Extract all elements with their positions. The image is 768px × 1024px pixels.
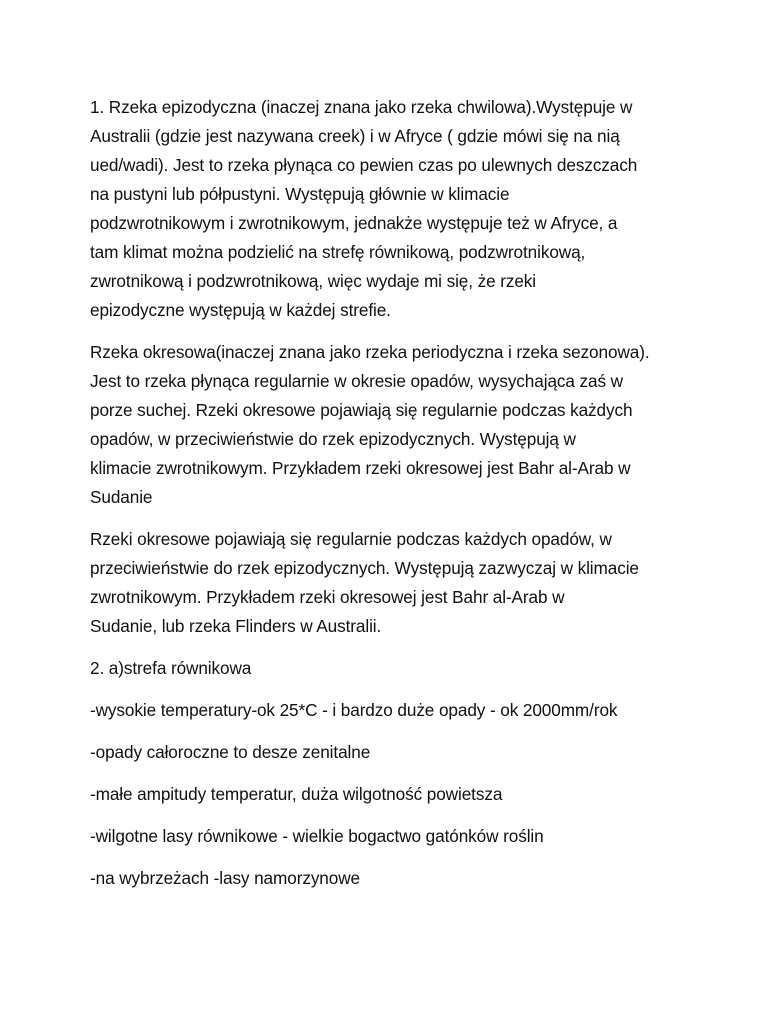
text-line: Sudanie [90,487,153,507]
heading-equatorial-zone [90,654,690,683]
text-line: tam klimat można podzielić na strefę równikową, podzwrotnikową, [90,242,586,262]
text-line: Rzeki okresowe pojawiają się regularnie podczas każdych opadów, w [90,529,612,549]
list-item [90,780,690,809]
text-line: zwrotnikową i podzwrotnikową, więc wydaje mi się, że rzeki [90,271,537,291]
text-line: klimacie zwrotnikowym. Przykładem rzeki okresowej jest Bahr al-Arab w [90,458,631,478]
text-line: ued/wadi). Jest to rzeka płynąca co pewien czas po ulewnych deszczach [90,155,638,175]
text-line: podzwrotnikowym i zwrotnikowym, jednakże występuje też w Afryce, a [90,213,618,233]
text-line: 1. Rzeka epizodyczna (inaczej znana jako rzeka chwilowa).Występuje w [90,97,633,117]
text-line: -opady całoroczne to desze zenitalne [90,742,371,762]
text-line: epizodyczne występują w każdej strefie. [90,300,391,320]
text-line: na pustyni lub półpustyni. Występują głównie w klimacie [90,184,510,204]
paragraph-periodic-river [90,338,690,512]
text-line: porze suchej. Rzeki okresowe pojawiają się regularnie podczas każdych [90,400,633,420]
paragraph-periodic-river-summary [90,525,690,641]
text-line: Rzeka okresowa(inaczej znana jako rzeka periodyczna i rzeka sezonowa). [90,342,650,362]
list-item [90,696,690,725]
text-line: -małe ampitudy temperatur, duża wilgotność powietsza [90,784,503,804]
text-line: 2. a)strefa równikowa [90,658,252,678]
document-page [90,93,690,906]
text-line: -wilgotne lasy równikowe - wielkie bogactwo gatónków roślin [90,826,544,846]
list-item [90,864,690,893]
text-line: przeciwieństwie do rzek epizodycznych. Występują zazwyczaj w klimacie [90,558,639,578]
text-line: Jest to rzeka płynąca regularnie w okresie opadów, wysychająca zaś w [90,371,623,391]
list-item [90,822,690,851]
text-line: -na wybrzeżach -lasy namorzynowe [90,868,360,888]
text-line: Sudanie, lub rzeka Flinders w Australii. [90,616,382,636]
text-line: Australii (gdzie jest nazywana creek) i w Afryce ( gdzie mówi się na nią [90,126,620,146]
paragraph-episodic-river [90,93,690,325]
text-line: zwrotnikowym. Przykładem rzeki okresowej jest Bahr al-Arab w [90,587,565,607]
list-item [90,738,690,767]
text-line: -wysokie temperatury-ok 25*C - i bardzo duże opady - ok 2000mm/rok [90,700,618,720]
text-line: opadów, w przeciwieństwie do rzek epizodycznych. Występują w [90,429,576,449]
